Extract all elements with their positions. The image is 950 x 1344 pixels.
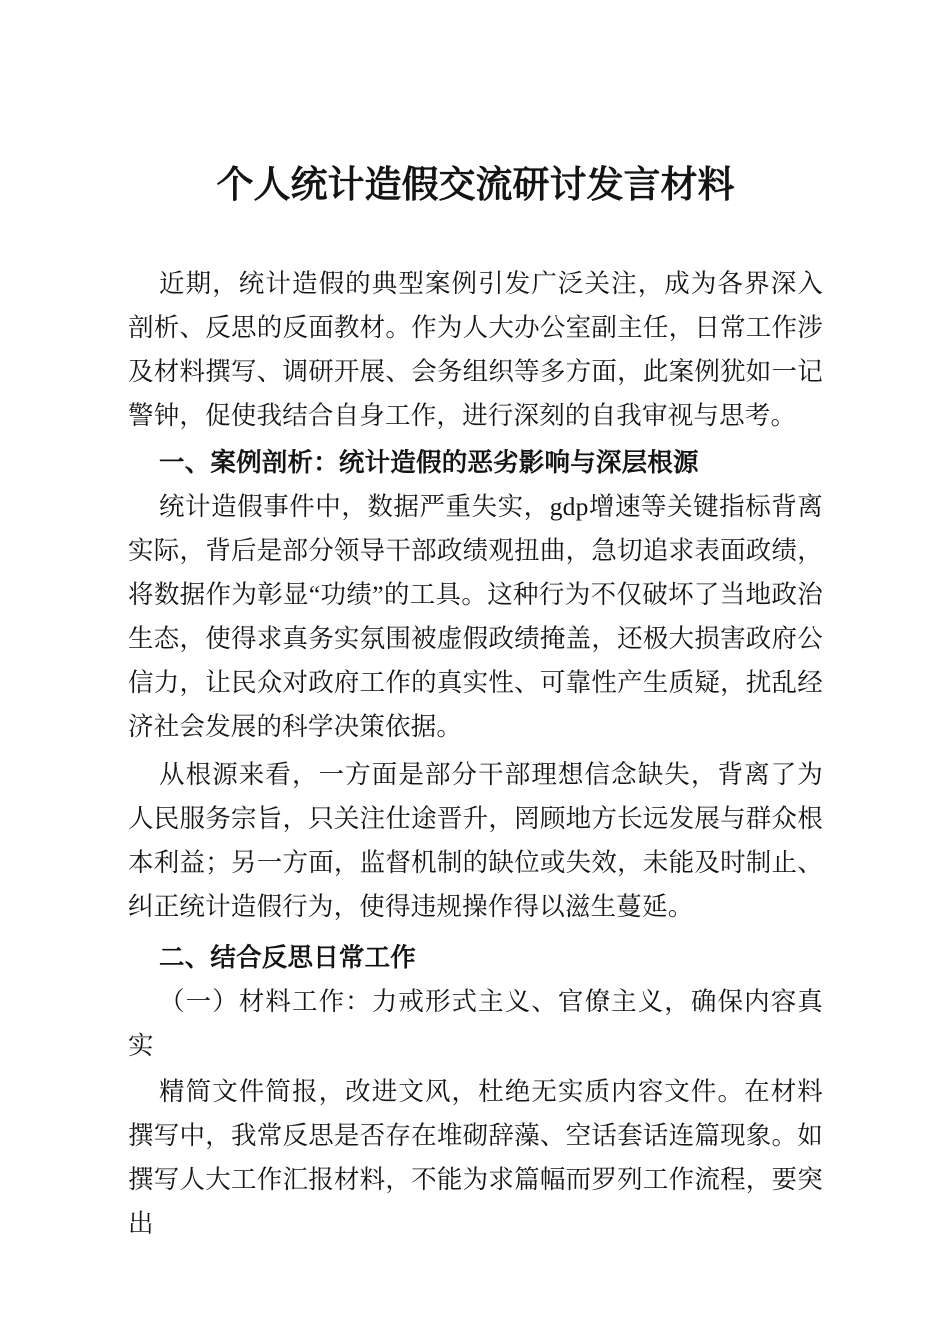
- paragraph-root-cause: 从根源来看，一方面是部分干部理想信念缺失，背离了为人民服务宗旨，只关注仕途晋升，罔顾地方长远发展与群众根本利益；另一方面，监督机制的缺位或失效，未能及时制止、纠正统计造假行为，使得违规操作得以滋生蔓延。: [128, 760, 823, 921]
- document-page: [128, 0, 823, 1344]
- document-title: 个人统计造假交流研讨发言材料: [216, 165, 735, 206]
- paragraph-material-work-lead: （一）材料工作：力戒形式主义、官僚主义，确保内容真实: [128, 987, 823, 1060]
- paragraph-material-work-body: 精简文件简报，改进文风，杜绝无实质内容文件。在材料撰写中，我常反思是否存在堆砌辞藻、空话套话连篇现象。如撰写人大工作汇报材料，不能为求篇幅而罗列工作流程，要突出: [128, 1077, 823, 1238]
- paragraph-intro: 近期，统计造假的典型案例引发广泛关注，成为各界深入剖析、反思的反面教材。作为人大办公室副主任，日常工作涉及材料撰写、调研开展、会务组织等多方面，此案例犹如一记警钟，促使我结合自身工作，进行深刻的自我审视与思考。: [128, 269, 823, 430]
- section-heading-1: 一、案例剖析：统计造假的恶劣影响与深层根源: [159, 448, 699, 477]
- paragraph-case-analysis: 统计造假事件中，数据严重失实，gdp增速等关键指标背离实际，背后是部分领导干部政绩观扭曲，急切追求表面政绩，将数据作为彰显“功绩”的工具。这种行为不仅破坏了当地政治生态，使得求真务实氛围被虚假政绩掩盖，还极大损害政府公信力，让民众对政府工作的真实性、可靠性产生质疑，扰乱经济社会发展的科学决策依据。: [128, 492, 823, 741]
- section-heading-2: 二、结合反思日常工作: [159, 943, 417, 972]
